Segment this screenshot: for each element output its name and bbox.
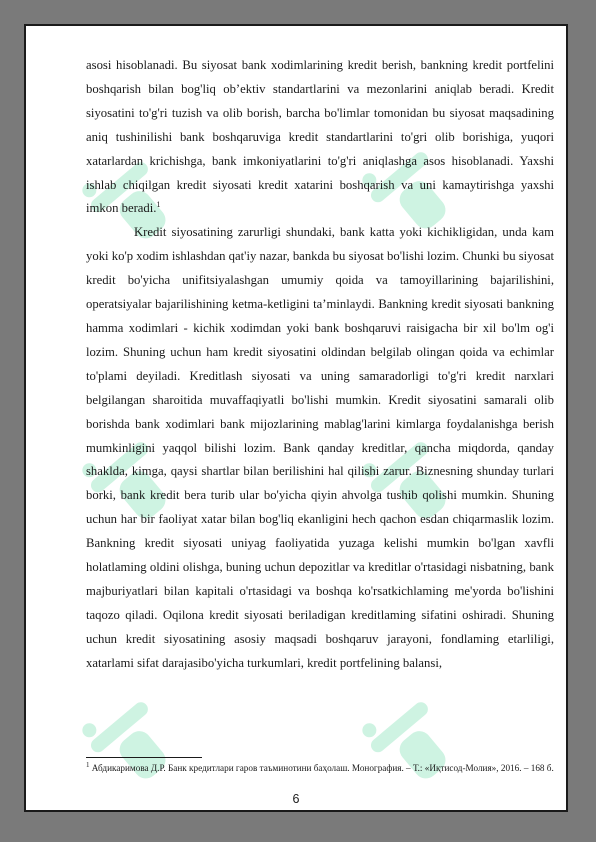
paragraph-2 (86, 221, 554, 675)
footnote (86, 762, 554, 774)
watermark-logo-bottom-right (356, 686, 466, 796)
footnote-separator (86, 757, 202, 758)
document-page (24, 24, 568, 812)
paragraph-1-text: asosi hisoblanadi. Bu siyosat bank xodimlarining kredit berish, bankning kredit portfelini boshqarish bilan bog'liq ob’ektiv standartlarini va mezonlarini aniqlab beradi. Kredit siyosatini to'g'ri tuzish va olib borish, barcha bo'limlar tomonidan bu siyosat maqsadining aniq tushinilishi bank boshqaruviga kredit standartlarini to'gri olib borishiga, yuqori xatarlardan krichishga, bank imkoniyatlarini to'g'ri aniqlashga asos hisoblanadi. Yaxshi ishlab chiqilgan kredit siyosati kredit xatarini boshqarish va uni kamaytirishga yaxshi imkon beradi. (86, 58, 554, 216)
paragraph-2-text: Kredit siyosatining zarurligi shundaki, bank katta yoki kichikligidan, unda kam yoki ko'p xodim ishlashdan qat'iy nazar, bankda bu siyosat bo'lishi lozim. Chunki bu siyosat kredit bo'yicha unifitsiyalashgan umumiy qoida va tamoyillarining bajarilishini, operatsiyalar bajarilishining ketma-ketligini ta’minlaydi. Bankning kredit siyosati bankning hamma xodimlari - kichik xodimdan yoki bank boshqaruvi raisigacha bir xil bo'lm og'i lozim. Shuning uchun ham kredit siyosatini oldindan belgilab olingan qoida va echimlar to'plami deyiladi. Kreditlash siyosati va uning samaradorligi to'g'ri kredit narxlari belgilangan sharoitida muvaffaqiyatli bo'lishi mumkin. Kredit siyosatini samarali olib borishda bank xodimlari bank mijozlarining mablag'larini kimlarga foydalanishga berish mumkinligini yaqqol bilishi lozim. Bank qanday kreditlar, qancha miqdorda, qanday shaklda, kimga, qaysi shartlar bilan berilishini hal qilishi zarur. Biznesning shunday turlari borki, bank kredit bera turib ular bo'yicha qiyin ahvolga tushib qolishi mumkin. Shuning uchun har bir faoliyat xatar bilan bog'liq ekanligini hech qachon esdan chiqarmaslik lozim. Bankning kredit siyosati uniyag faoliyatida yuzaga kelishi mumkin bo'lgan xavfli holatlaming oldini olishga, buning uchun depozitlar va kreditlar o'rtasidagi nisbatning, bank majburiyatlari bilan kapitali o'rtasidagi va boshqa ko'rsatkichlaming me'yorda bo'lishini taqozo qiladi. Oqilona kredit siyosati beriladigan kreditlaming sifatini oshiradi. Shuning uchun kredit siyosatining asosiy maqsadi boshqaruv jarayoni, fondlaming etarliligi, xatarlami sifat darajasibo'yicha turkumlari, kredit portfelining balansi, (86, 225, 554, 670)
watermark-logo-bottom-left (76, 686, 186, 796)
page-number: 6 (292, 792, 300, 806)
footnote-mark: 1 (86, 760, 90, 769)
paragraph-1 (86, 54, 554, 221)
footnote-reference[interactable]: 1 (156, 200, 161, 210)
body-text (86, 54, 554, 676)
footnote-text: Абдикаримова Д.Р. Банк кредитлари гаров таъминотини баҳолаш. Монография. – Т.: «Иқтисод-Молия», 2016. – 168 б. (91, 763, 554, 773)
